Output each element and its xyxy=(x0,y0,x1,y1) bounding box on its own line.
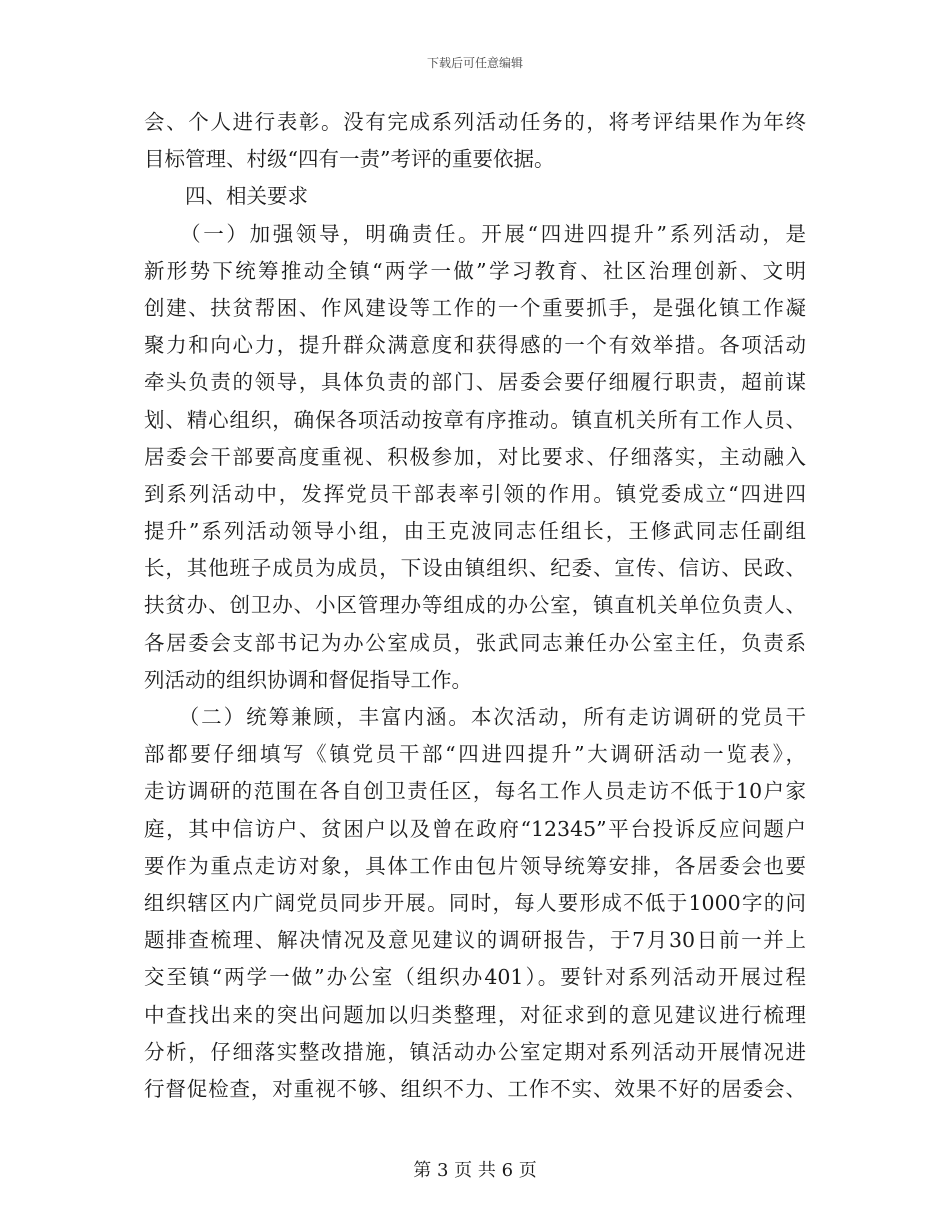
text-line: 交至镇“两学一做”办公室（组织办401）。要针对系列活动开展过程 xyxy=(144,965,806,990)
document-body xyxy=(144,104,806,1108)
text-line: 新形势下统筹推动全镇“两学一做”学习教育、社区治理创新、文明 xyxy=(144,258,806,283)
section-heading: 四、相关要求 xyxy=(144,184,308,209)
text-line: 聚力和向心力，提升群众满意度和获得感的一个有效举措。各项活动 xyxy=(144,333,806,358)
text-line: 划、精心组织，确保各项活动按章有序推动。镇直机关所有工作人员、 xyxy=(144,407,806,432)
text-line: 列活动的组织协调和督促指导工作。 xyxy=(144,667,472,692)
text-line: 部都要仔细填写《镇党员干部“四进四提升”大调研活动一览表》， xyxy=(144,742,806,767)
header-note: 下载后可任意编辑 xyxy=(426,56,523,70)
text-line: 分析，仔细落实整改措施，镇活动办公室定期对系列活动开展情况进 xyxy=(144,1039,806,1064)
text-line: 题排查梳理、解决情况及意见建议的调研报告，于7月30日前一并上 xyxy=(144,928,806,953)
text-line: 提升”系列活动领导小组，由王克波同志任组长，王修武同志任副组 xyxy=(144,519,806,544)
text-line: 要作为重点走访对象，具体工作由包片领导统筹安排，各居委会也要 xyxy=(144,853,806,878)
text-line: 扶贫办、创卫办、小区管理办等组成的办公室，镇直机关单位负责人、 xyxy=(144,593,806,618)
text-line: 居委会干部要高度重视、积极参加，对比要求、仔细落实，主动融入 xyxy=(144,444,806,469)
text-line: 中查找出来的突出问题加以归类整理，对征求到的意见建议进行梳理 xyxy=(144,1002,806,1027)
text-line: （一）加强领导，明确责任。开展“四进四提升”系列活动，是 xyxy=(144,221,806,246)
text-line: 长，其他班子成员为成员，下设由镇组织、纪委、宣传、信访、民政、 xyxy=(144,556,806,581)
text-line: 到系列活动中，发挥党员干部表率引领的作用。镇党委成立“四进四 xyxy=(144,481,806,506)
text-line: 走访调研的范围在各自创卫责任区，每名工作人员走访不低于10户家 xyxy=(144,779,806,804)
text-line: 庭，其中信访户、贫困户以及曾在政府“12345”平台投诉反应问题户 xyxy=(144,816,806,841)
text-line: 行督促检查，对重视不够、组织不力、工作不实、效果不好的居委会、 xyxy=(144,1076,806,1101)
text-line: 组织辖区内广阔党员同步开展。同时，每人要形成不低于1000字的问 xyxy=(144,890,806,915)
text-line: 目标管理、村级“四有一责”考评的重要依据。 xyxy=(144,147,555,172)
text-line: （二）统筹兼顾，丰富内涵。本次活动，所有走访调研的党员干 xyxy=(144,705,806,729)
text-line: 牵头负责的领导，具体负责的部门、居委会要仔细履行职责，超前谋 xyxy=(144,370,806,395)
page-number: 第 3 页 共 6 页 xyxy=(413,1160,537,1181)
text-line: 各居委会支部书记为办公室成员，张武同志兼任办公室主任，负责系 xyxy=(144,630,806,655)
text-line: 会、个人进行表彰。没有完成系列活动任务的，将考评结果作为年终 xyxy=(144,110,806,134)
text-line: 创建、扶贫帮困、作风建设等工作的一个重要抓手，是强化镇工作凝 xyxy=(144,295,806,320)
